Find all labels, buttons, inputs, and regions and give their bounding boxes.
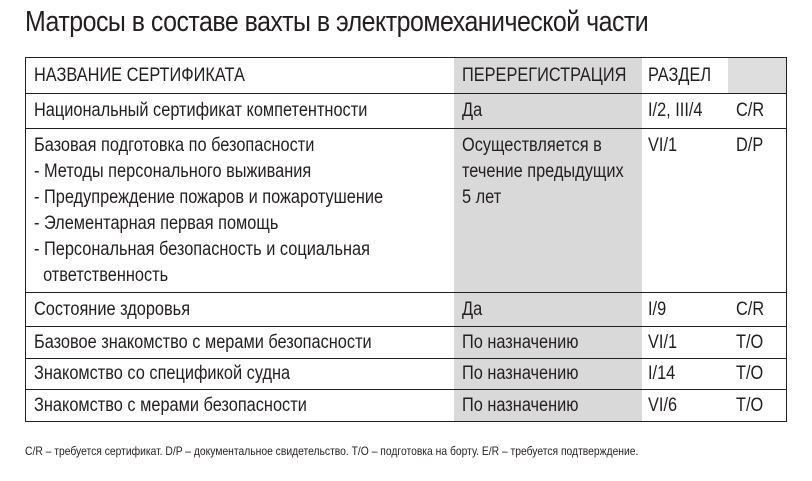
section-cell: VI/6	[642, 390, 728, 422]
certificate-name-cell: Базовая подготовка по безопасности - Методы персонального выживания - Предупреждение пожаров и пожаротушение - Элементарная первая помощь - Персональная безопасность и социальная ответственность	[26, 129, 454, 293]
list-item: - Элементарная первая помощь	[34, 213, 279, 234]
section-cell: I/9	[642, 293, 728, 327]
renewal-cell: По назначению	[454, 327, 642, 359]
header-code	[728, 58, 787, 94]
table-header-row	[26, 58, 787, 94]
code-cell: C/R	[728, 94, 787, 129]
section-cell: I/2, III/4	[642, 94, 728, 129]
section-cell: VI/1	[642, 327, 728, 359]
table-row	[26, 129, 787, 293]
certificate-name-cell: Базовое знакомство с мерами безопасности	[26, 327, 454, 359]
certificate-name-cell: Знакомство с мерами безопасности	[26, 390, 454, 422]
table-row	[26, 327, 787, 359]
page-title: Матросы в составе вахты в электромеханической части	[25, 6, 649, 38]
section-cell: I/14	[642, 359, 728, 390]
table-row	[26, 390, 787, 422]
renewal-cell: Да	[454, 293, 642, 327]
header-renewal: ПЕРЕРЕГИСТРАЦИЯ	[454, 58, 642, 94]
certificate-name-cell: Национальный сертификат компетентности	[26, 94, 454, 129]
table-row	[26, 293, 787, 327]
list-item: - Методы персонального выживания	[34, 161, 312, 182]
code-cell: T/O	[728, 359, 787, 390]
certificate-name-cell: Знакомство со спецификой судна	[26, 359, 454, 390]
code-cell: C/R	[728, 293, 787, 327]
renewal-cell: Да	[454, 94, 642, 129]
code-cell: D/P	[728, 129, 787, 293]
footnote-legend: C/R – требуется сертификат. D/P – документальное свидетельство. T/O – подготовка на борту. E/R – требуется подтверждение.	[25, 444, 639, 458]
list-item: - Персональная безопасность и социальная	[34, 239, 370, 260]
header-section: РАЗДЕЛ	[642, 58, 728, 94]
code-cell: T/O	[728, 327, 787, 359]
renewal-cell: По назначению	[454, 359, 642, 390]
certificate-table	[25, 57, 787, 422]
list-item: ответственность	[34, 265, 169, 286]
renewal-cell: Осуществляется в течение предыдущих 5 лет	[454, 129, 642, 293]
header-certificate-name: НАЗВАНИЕ СЕРТИФИКАТА	[26, 58, 454, 94]
list-item: - Предупреждение пожаров и пожаротушение	[34, 187, 384, 208]
section-cell: VI/1	[642, 129, 728, 293]
table-row	[26, 94, 787, 129]
table-row	[26, 359, 787, 390]
renewal-cell: По назначению	[454, 390, 642, 422]
code-cell: T/O	[728, 390, 787, 422]
certificate-name-cell: Состояние здоровья	[26, 293, 454, 327]
